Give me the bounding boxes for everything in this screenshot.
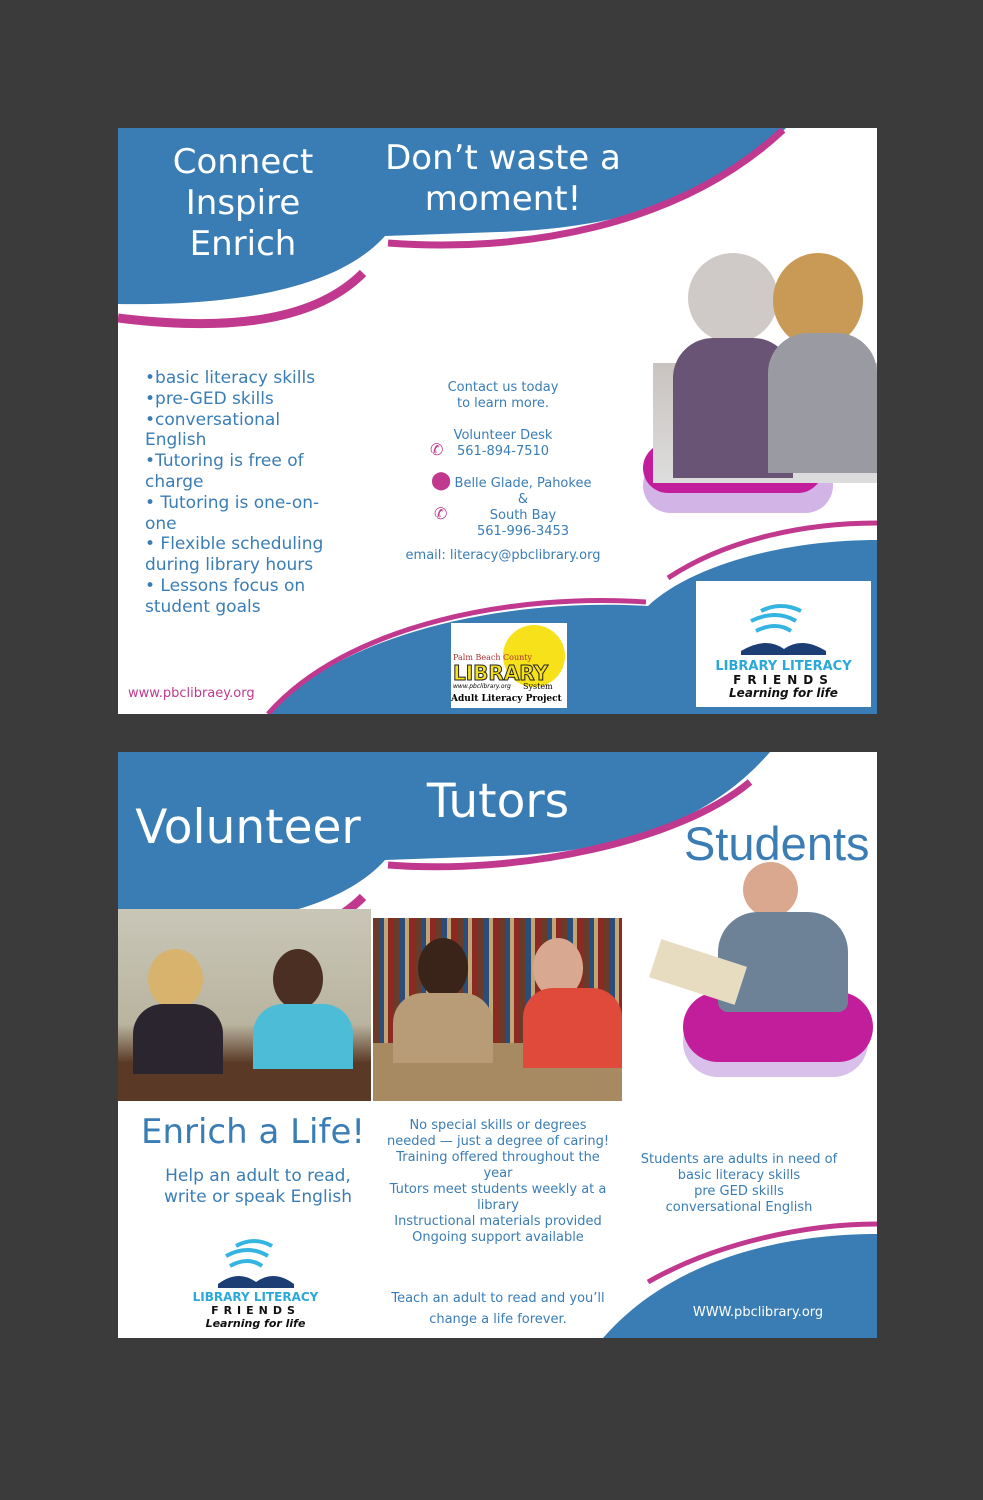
logo-text: Adult Literacy Project (451, 694, 562, 704)
logo-text: System (523, 682, 553, 691)
contact-intro (418, 380, 588, 412)
tutors-heading: Tutors (426, 774, 570, 829)
bullet-item: •conversational English (145, 409, 281, 451)
email-link[interactable]: email: literacy@pbclibrary.org (405, 548, 601, 563)
volunteer-desk (433, 428, 573, 460)
logo-text: LIBRARY LITERACY (192, 1290, 319, 1304)
bullet-item: • Flexible scheduling during library hours (145, 534, 324, 576)
student-info (634, 1152, 844, 1216)
logo-text: FRIENDS (211, 1304, 300, 1317)
volunteer-heading: Volunteer (135, 800, 361, 855)
headline-line: Don’t waste a (385, 138, 621, 178)
brochure-inside-panel (118, 752, 877, 1338)
logo-text: Learning for life (729, 686, 838, 700)
logo-text: LIBRARY LITERACY (715, 659, 852, 674)
quote-line: Teach an adult to read and you’ll (391, 1291, 605, 1306)
pbc-library-logo (451, 623, 567, 708)
student-info-line: pre GED skills (694, 1184, 784, 1199)
slogan-enrich: Enrich (189, 224, 297, 264)
bullet-item: •basic literacy skills (145, 368, 316, 388)
logo-text: LIBRARY (453, 661, 549, 685)
tutor-info-line: year (483, 1166, 513, 1181)
library-literacy-friends-logo (696, 581, 871, 707)
website-link[interactable]: WWW.pbclibrary.org (692, 1305, 824, 1320)
library-literacy-friends-logo (178, 1214, 333, 1334)
tutor-info-line: Training offered throughout the (396, 1150, 600, 1165)
logo-text: Learning for life (205, 1317, 306, 1330)
help-line: write or speak English (163, 1187, 353, 1207)
bullet-item: •Tutoring is free of charge (145, 451, 304, 492)
bullet-item: • Lessons focus on student goals (145, 575, 306, 617)
enrich-heading: Enrich a Life! (140, 1112, 366, 1152)
student-info-line: basic literacy skills (677, 1168, 801, 1183)
website-link[interactable]: www.pbclibraey.org (128, 686, 255, 701)
volunteer-tutoring-photo (118, 909, 371, 1101)
benefits-list (145, 368, 325, 618)
bullet-item: •pre-GED skills (145, 388, 274, 409)
slogan-connect: Connect (172, 142, 314, 182)
tutor-info-line: Tutors meet students weekly at a (389, 1182, 607, 1197)
tutor-info-line: No special skills or degrees (409, 1118, 587, 1133)
logo-text: FRIENDS (733, 673, 834, 687)
tutor-info (383, 1118, 613, 1246)
slogan (158, 142, 328, 265)
phone-icon: ✆ (434, 504, 448, 523)
locations (448, 476, 598, 540)
desk-label: Volunteer Desk (453, 428, 553, 443)
tutor-info-line: Ongoing support available (412, 1230, 584, 1245)
help-line: Help an adult to read, (165, 1166, 351, 1186)
locations-phone[interactable]: 561-996-3453 (476, 524, 570, 539)
slogan-inspire: Inspire (185, 183, 301, 223)
student-reading-photo (648, 842, 877, 1082)
headline-line: moment! (424, 179, 582, 219)
students-heading: Students (684, 817, 870, 870)
quote-line: change a life forever. (429, 1312, 567, 1327)
logo-text: Palm Beach County (453, 653, 533, 662)
tutor-info-line: needed — just a degree of caring! (386, 1134, 610, 1149)
student-info-line: conversational English (665, 1200, 813, 1215)
tutor-info-line: library (477, 1198, 519, 1213)
library-tutoring-photo (373, 918, 622, 1101)
brochure-outside-panel (118, 128, 877, 714)
phone-icon: ✆ (430, 440, 444, 459)
contact-line: to learn more. (456, 396, 550, 411)
logo-text: www.pbclibrary.org (453, 683, 511, 690)
desk-phone[interactable]: 561-894-7510 (456, 444, 550, 459)
help-text (158, 1166, 358, 1208)
location-pin-icon: ⬤ (431, 470, 452, 491)
tutor-info-line: Instructional materials provided (394, 1214, 602, 1229)
locations-line: South Bay (489, 508, 557, 523)
bullet-item: • Tutoring is one-on-one (145, 492, 320, 534)
locations-line: Belle Glade, Pahokee & (454, 476, 592, 507)
tutor-photo (603, 253, 877, 523)
contact-line: Contact us today (447, 380, 559, 395)
headline (378, 138, 628, 220)
student-info-line: Students are adults in need of (640, 1152, 838, 1167)
quote (383, 1288, 613, 1330)
